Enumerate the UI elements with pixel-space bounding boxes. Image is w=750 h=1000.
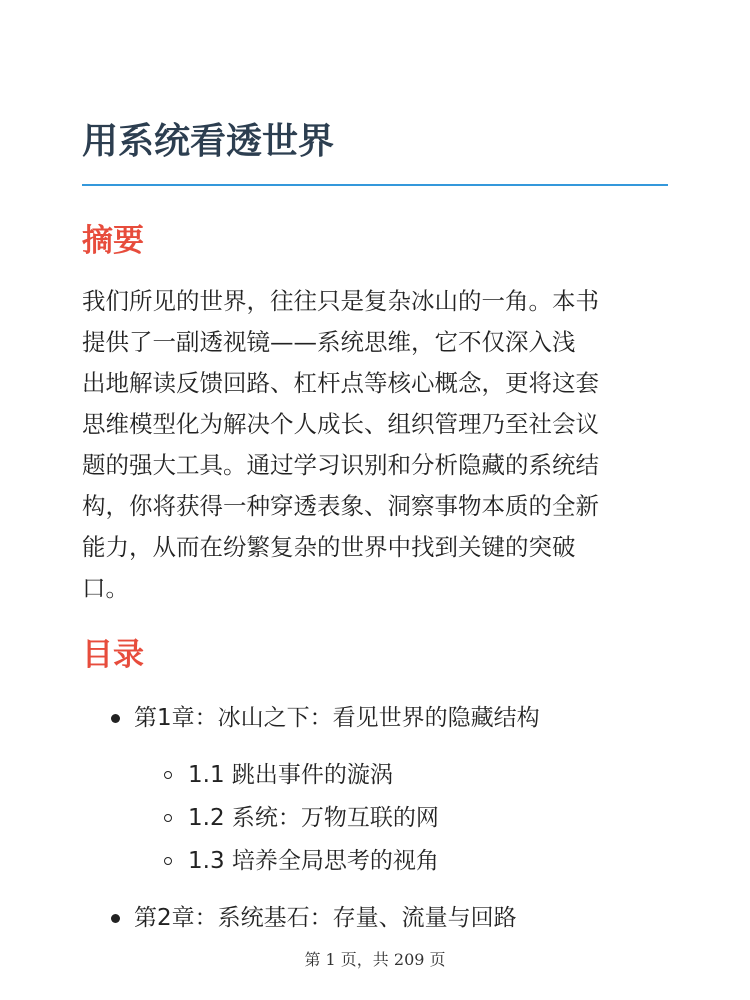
toc-heading: 目录 (82, 637, 144, 673)
summary-line: 思维模型化为解决个人成长、组织管理乃至社会议 (82, 410, 599, 438)
bullet-disc-icon (111, 914, 120, 923)
summary-line: 提供了一副透视镜——系统思维，它不仅深入浅 (82, 328, 576, 356)
summary-line: 构，你将获得一种穿透表象、洞察事物本质的全新 (82, 492, 599, 520)
summary-paragraph (82, 281, 672, 609)
summary-line: 出地解读反馈回路、杠杆点等核心概念，更将这套 (82, 369, 599, 397)
summary-line: 题的强大工具。通过学习识别和分析隐藏的系统结 (82, 451, 599, 479)
summary-line: 我们所见的世界，往往只是复杂冰山的一角。本书 (82, 287, 599, 315)
bullet-circle-icon (164, 857, 172, 865)
summary-line: 口。 (82, 574, 129, 602)
title-divider (82, 184, 668, 186)
bullet-circle-icon (164, 814, 172, 822)
toc-section-1-3: 1.3 培养全局思考的视角 (188, 848, 439, 874)
book-title: 用系统看透世界 (82, 121, 335, 162)
summary-line: 能力，从而在纷繁复杂的世界中找到关键的突破 (82, 533, 576, 561)
toc-section-1-1: 1.1 跳出事件的漩涡 (188, 762, 393, 788)
summary-heading: 摘要 (82, 223, 144, 259)
bullet-disc-icon (111, 714, 120, 723)
page-number-footer: 第 1 页，共 209 页 (304, 950, 446, 969)
toc-chapter-2: 第2章：系统基石：存量、流量与回路 (134, 905, 517, 931)
toc-chapter-1: 第1章：冰山之下：看见世界的隐藏结构 (134, 705, 540, 731)
bullet-circle-icon (164, 771, 172, 779)
toc-section-1-2: 1.2 系统：万物互联的网 (188, 805, 439, 831)
